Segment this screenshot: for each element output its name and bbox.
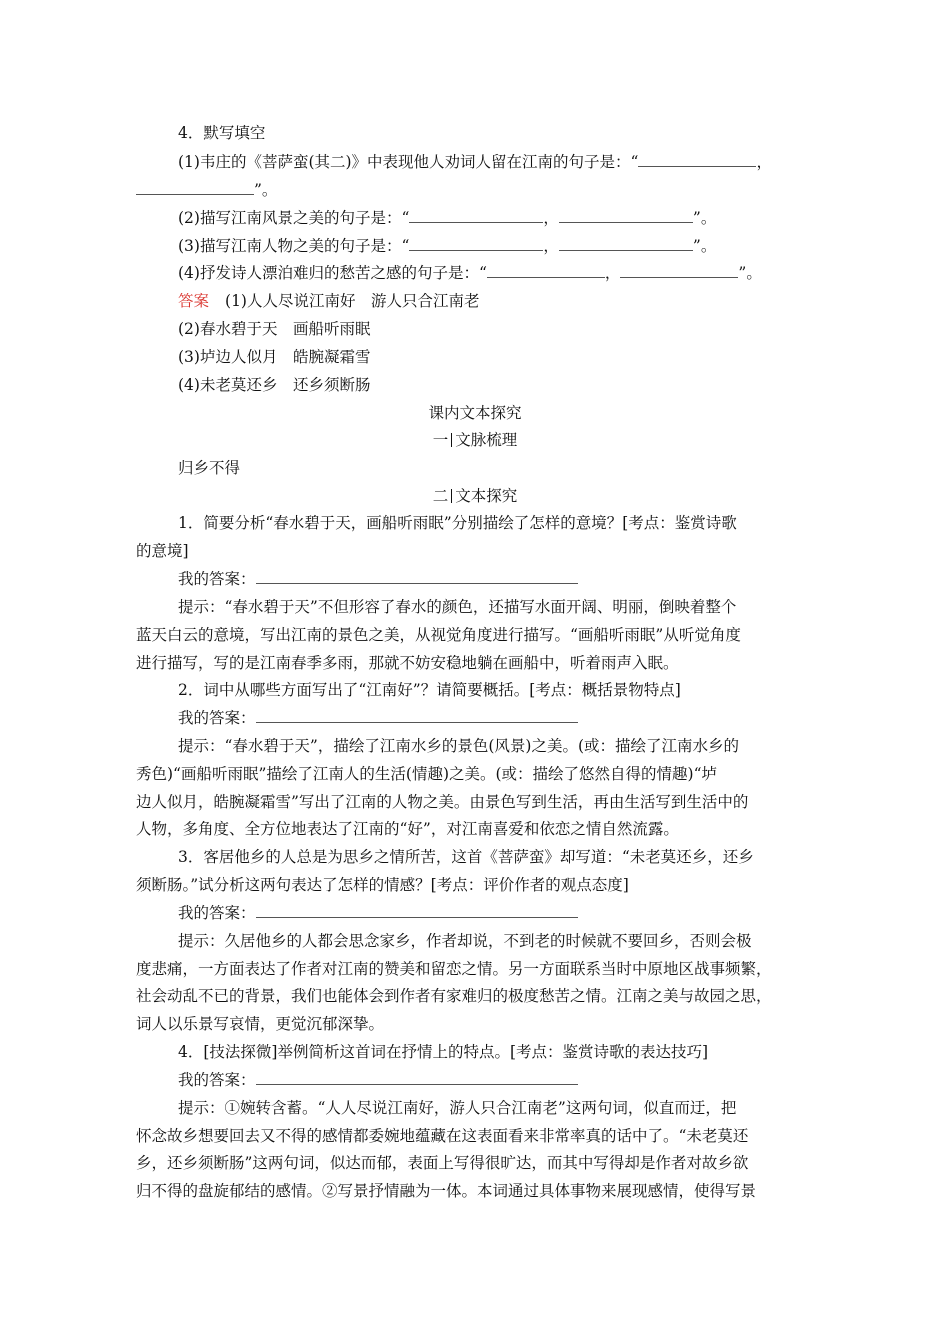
part2-heading: [0, 486, 950, 506]
answer-input-line[interactable]: [256, 903, 578, 918]
q4b-my-answer: [178, 1070, 578, 1090]
q3-hint-2: 度悲痛，一方面表达了作者对江南的赞美和留恋之情。另一方面联系当时中原地区战事频繁，: [136, 960, 772, 978]
my-answer-label: 我的答案：: [178, 570, 256, 588]
my-answer-label: 我的答案：: [178, 904, 256, 922]
q2-line1: 2．词中从哪些方面写出了“江南好”？请简要概括。[考点：概括景物特点]: [178, 681, 681, 699]
answer-4: (4)未老莫还乡 还乡须断肠: [178, 376, 371, 394]
q4-s3: [178, 236, 716, 256]
q4-s1-comma: ，: [756, 153, 772, 171]
q4-s4-comma: ，: [604, 264, 621, 282]
q4b-hint-3: 乡，还乡须断肠”这两句词，似达而郁，表面上写得很旷达，而其中写得却是作者对故乡欲: [136, 1154, 749, 1172]
answer-label: 答案: [178, 292, 210, 310]
q2-hint-4: 人物，多角度、全方位地表达了江南的“好”，对江南喜爱和依恋之情自然流露。: [136, 820, 679, 838]
q4-s2: [178, 208, 716, 228]
part1-title: 文脉梳理: [455, 431, 518, 449]
fill-blank[interactable]: [409, 208, 543, 223]
answer-input-line[interactable]: [256, 1070, 578, 1085]
fill-blank[interactable]: [559, 208, 693, 223]
q1-my-answer: [178, 569, 578, 589]
q2-hint-2: 秀色)“画船听雨眠”描绘了江南人的生活(情趣)之美。(或：描绘了悠然自得的情趣)“垆: [136, 765, 718, 783]
q3-my-answer: [178, 903, 578, 923]
q4-s4-prompt: (4)抒发诗人漂泊难归的愁苦之感的句子是：“: [178, 264, 487, 282]
fill-blank[interactable]: [409, 236, 543, 251]
q3-hint-4: 词人以乐景写哀情，更觉沉郁深挚。: [136, 1015, 385, 1033]
q4-s1-prompt: (1)韦庄的《菩萨蛮(其二)》中表现他人劝词人留在江南的句子是：“: [178, 153, 639, 171]
q3-line1: 3．客居他乡的人总是为思乡之情所苦，这首《菩萨蛮》却写道：“未老莫还乡，还乡: [178, 848, 754, 866]
q4b-line1: 4．[技法探微]举例简析这首词在抒情上的特点。[考点：鉴赏诗歌的表达技巧]: [178, 1043, 709, 1061]
answer-1: (1)人人尽说江南好 游人只合江南老: [225, 292, 480, 310]
q3-hint-1: 提示：久居他乡的人都会思念家乡，作者却说，不到老的时候就不要回乡，否则会极: [178, 932, 752, 950]
heading-divider: [451, 433, 452, 447]
answer-input-line[interactable]: [256, 569, 578, 584]
q4-s2-end: ”。: [692, 209, 717, 227]
fill-blank[interactable]: [487, 263, 605, 278]
q4-s2-comma: ，: [543, 209, 559, 227]
fill-blank[interactable]: [559, 236, 693, 251]
answer-input-line[interactable]: [256, 708, 578, 723]
fill-blank[interactable]: [136, 180, 254, 195]
answer-3: (3)垆边人似月 皓腕凝霜雪: [178, 348, 371, 366]
q4-title: 4．默写填空: [178, 124, 266, 142]
q2-hint-1: 提示：“春水碧于天”，描绘了江南水乡的景色(风景)之美。(或：描绘了江南水乡的: [178, 737, 739, 755]
answer-2: (2)春水碧于天 画船听雨眠: [178, 320, 371, 338]
q4b-hint-2: 怀念故乡想要回去又不得的感情都委婉地蕴藏在这表面看来非常率真的话中了。“未老莫还: [136, 1127, 749, 1145]
part1-heading: [0, 430, 950, 450]
answer-line-1: [178, 291, 479, 311]
q1-hint-3: 进行描写，写的是江南春季多雨，那就不妨安稳地躺在画船中，听着雨声入眠。: [136, 654, 679, 672]
q4-s1-line2: [136, 180, 277, 200]
q1-line2: 的意境]: [136, 542, 189, 560]
my-answer-label: 我的答案：: [178, 1071, 256, 1089]
q4-s1-line1: [178, 152, 772, 172]
q1-hint-1: 提示：“春水碧于天”不但形容了春水的颜色，还描写水面开阔、明丽，倒映着整个: [178, 598, 737, 616]
part1-content: 归乡不得: [178, 459, 241, 477]
q4b-hint-4: 归不得的盘旋郁结的感情。②写景抒情融为一体。本词通过具体事物来展现感情，使得写景: [136, 1182, 757, 1200]
q4-s3-end: ”。: [692, 237, 717, 255]
my-answer-label: 我的答案：: [178, 709, 256, 727]
q2-my-answer: [178, 708, 578, 728]
q3-line2: 须断肠。”试分析这两句表达了怎样的情感？[考点：评价作者的观点态度]: [136, 876, 629, 894]
part1-number: 一: [432, 431, 449, 449]
heading-divider: [451, 489, 452, 503]
fill-blank[interactable]: [620, 263, 738, 278]
section-title: 课内文本探究: [428, 404, 522, 422]
q4-s4-end: ”。: [738, 264, 762, 282]
q1-line1: 1．简要分析“春水碧于天，画船听雨眠”分别描绘了怎样的意境？[考点：鉴赏诗歌: [178, 514, 737, 532]
part2-title: 文本探究: [455, 487, 518, 505]
fill-blank[interactable]: [638, 152, 756, 167]
q4-s3-prompt: (3)描写江南人物之美的句子是：“: [178, 237, 410, 255]
q1-hint-2: 蓝天白云的意境，写出江南的景色之美，从视觉角度进行描写。“画船听雨眠”从听觉角度: [136, 626, 741, 644]
q2-hint-3: 边人似月，皓腕凝霜雪”写出了江南的人物之美。由景色写到生活，再由生活写到生活中的: [136, 793, 749, 811]
q4-s4: [178, 263, 762, 283]
q4-s3-comma: ，: [543, 237, 559, 255]
q4-s1-end: ”。: [254, 181, 278, 199]
q3-hint-3: 社会动乱不已的背景，我们也能体会到作者有家难归的极度愁苦之情。江南之美与故园之思，: [136, 987, 772, 1005]
q4b-hint-1: 提示：①婉转含蓄。“人人尽说江南好，游人只合江南老”这两句词，似直而迂，把: [178, 1099, 737, 1117]
q4-s2-prompt: (2)描写江南风景之美的句子是：“: [178, 209, 410, 227]
part2-number: 二: [432, 487, 449, 505]
